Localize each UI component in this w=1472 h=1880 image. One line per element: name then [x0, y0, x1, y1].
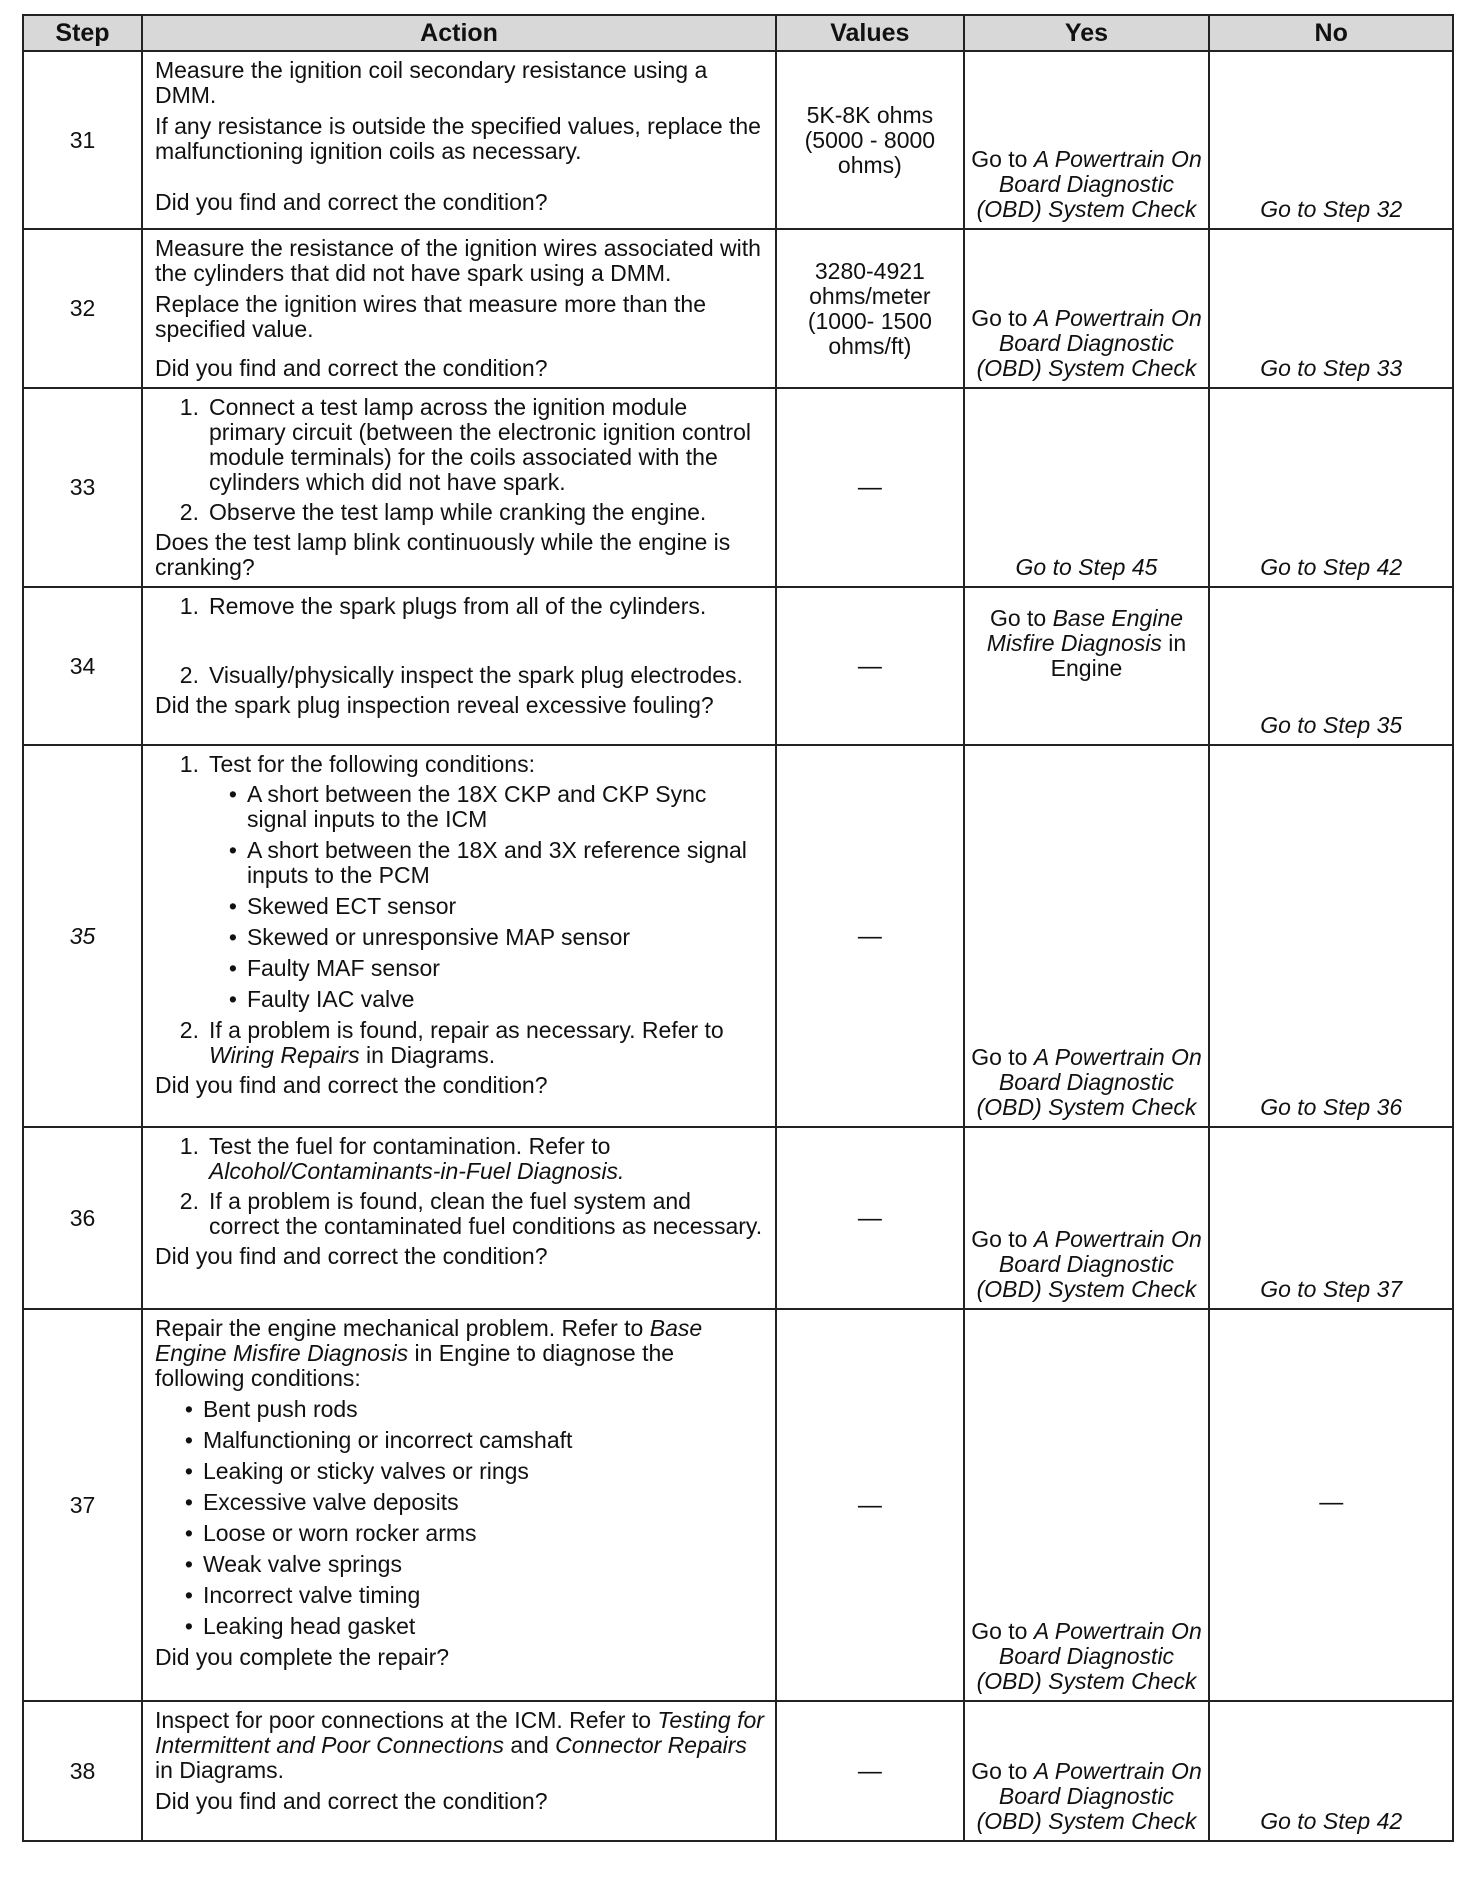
reference-link[interactable]: Testing for Intermittent and Poor Connections	[154, 1707, 764, 1758]
bullet-list	[209, 782, 765, 1012]
step-number: 32	[23, 229, 142, 388]
step-34-row	[23, 587, 1453, 745]
yes-link[interactable]: Go to Step 45	[1015, 554, 1158, 580]
action-question: Did you complete the repair?	[154, 1644, 450, 1670]
step-number: 31	[23, 51, 142, 229]
step-38-row	[23, 1701, 1453, 1841]
step-action	[142, 388, 776, 587]
action-text: If any resistance is outside the specified values, replace the malfunctioning ignition coils as necessary.	[154, 113, 761, 164]
step-action	[142, 1701, 776, 1841]
action-text: Replace the ignition wires that measure more than the specified value.	[154, 291, 706, 342]
yes-link[interactable]: A Powertrain On Board Diagnostic (OBD) System Check	[976, 305, 1202, 381]
no-result	[1209, 51, 1453, 229]
no-link[interactable]: Go to Step 42	[1260, 1808, 1403, 1834]
step-values: —	[776, 388, 963, 587]
yes-prefix: Go to	[971, 146, 1034, 172]
no-link[interactable]: Go to Step 36	[1260, 1094, 1403, 1120]
no-link[interactable]: Go to Step 32	[1260, 196, 1403, 222]
action-text: Inspect for poor connections at the ICM. Refer to Testing for Intermittent and Poor Connections and Connector Repairs in Diagrams.	[154, 1707, 764, 1783]
step-action	[142, 745, 776, 1127]
list-item: • Faulty MAF sensor	[228, 955, 440, 981]
step-values: —	[776, 745, 963, 1127]
list-item: • Leaking or sticky valves or rings	[184, 1458, 529, 1484]
numbered-item-text: Visually/physically inspect the spark plug electrodes.	[208, 662, 743, 688]
numbered-item: 2. Visually/physically inspect the spark plug electrodes.	[155, 663, 765, 688]
numbered-item-text: Connect a test lamp across the ignition module primary circuit (between the electronic ignition control module terminals) for the coils associated with the cylinders which did not have spark.	[208, 394, 751, 495]
numbered-item: 2. If a problem is found, clean the fuel system and correct the contaminated fuel conditions as necessary.	[155, 1189, 765, 1239]
no-result	[1209, 1701, 1453, 1841]
step-36-row	[23, 1127, 1453, 1309]
yes-prefix: Go to	[989, 605, 1053, 631]
no-result	[1209, 1127, 1453, 1309]
header-values: Values	[776, 15, 963, 51]
step-32-row	[23, 229, 1453, 388]
numbered-item: 2. If a problem is found, repair as necessary. Refer to Wiring Repairs in Diagrams.	[155, 1018, 765, 1068]
no-result	[1209, 587, 1453, 745]
yes-link[interactable]: A Powertrain On Board Diagnostic (OBD) System Check	[976, 1044, 1202, 1120]
list-item: • Faulty IAC valve	[228, 986, 415, 1012]
yes-result	[964, 388, 1210, 587]
step-number: 38	[23, 1701, 142, 1841]
header-row	[23, 15, 1453, 51]
numbered-item-text: If a problem is found, clean the fuel system and correct the contaminated fuel conditions as necessary.	[208, 1188, 763, 1239]
step-action	[142, 229, 776, 388]
step-action	[142, 51, 776, 229]
step-31-row	[23, 51, 1453, 229]
step-values: —	[776, 1309, 963, 1701]
no-result	[1209, 745, 1453, 1127]
step-action	[142, 1127, 776, 1309]
action-question: Did you find and correct the condition?	[154, 1243, 548, 1269]
list-item: • Skewed or unresponsive MAP sensor	[228, 924, 631, 950]
step-values: —	[776, 1127, 963, 1309]
numbered-item-text: Remove the spark plugs from all of the cylinders.	[208, 593, 707, 619]
action-text: Measure the resistance of the ignition wires associated with the cylinders that did not have spark using a DMM.	[154, 235, 761, 286]
action-text: Repair the engine mechanical problem. Refer to Base Engine Misfire Diagnosis in Engine to diagnose the following conditions:	[154, 1315, 703, 1391]
no-link[interactable]: Go to Step 42	[1260, 554, 1403, 580]
step-33-row	[23, 388, 1453, 587]
no-link[interactable]: Go to Step 35	[1260, 712, 1403, 738]
step-number: 37	[23, 1309, 142, 1701]
yes-suffix: in Engine	[1050, 630, 1187, 681]
reference-link[interactable]: Base Engine Misfire Diagnosis	[154, 1315, 703, 1366]
list-item: • Bent push rods	[184, 1396, 358, 1422]
bullet-list	[165, 1397, 765, 1639]
no-link[interactable]: Go to Step 37	[1260, 1276, 1403, 1302]
yes-prefix: Go to	[971, 1758, 1034, 1784]
step-values: 3280-4921 ohms/meter (1000- 1500 ohms/ft)	[776, 229, 963, 388]
no-result	[1209, 229, 1453, 388]
numbered-item-text: Test the fuel for contamination. Refer to Alcohol/Contaminants-in-Fuel Diagnosis.	[208, 1133, 625, 1184]
step-action	[142, 1309, 776, 1701]
yes-result	[964, 587, 1210, 745]
yes-prefix: Go to	[971, 1618, 1034, 1644]
numbered-item: 1. Remove the spark plugs from all of the cylinders.	[155, 594, 765, 619]
list-item: • Loose or worn rocker arms	[184, 1520, 477, 1546]
yes-result	[964, 745, 1210, 1127]
list-item: • Incorrect valve timing	[184, 1582, 421, 1608]
yes-result	[964, 229, 1210, 388]
yes-link[interactable]: A Powertrain On Board Diagnostic (OBD) System Check	[976, 1758, 1202, 1834]
action-question: Did you find and correct the condition?	[154, 1072, 548, 1098]
yes-prefix: Go to	[971, 1044, 1034, 1070]
action-text: Measure the ignition coil secondary resistance using a DMM.	[154, 57, 708, 108]
list-item: • Weak valve springs	[184, 1551, 402, 1577]
step-37-row	[23, 1309, 1453, 1701]
yes-result	[964, 1127, 1210, 1309]
step-35-row	[23, 745, 1453, 1127]
numbered-item-text: Test for the following conditions:	[208, 751, 535, 777]
yes-prefix: Go to	[971, 305, 1034, 331]
numbered-item: 1. Test the fuel for contamination. Refer to Alcohol/Contaminants-in-Fuel Diagnosis.	[155, 1134, 765, 1184]
step-number: 35	[23, 745, 142, 1127]
header-yes: Yes	[964, 15, 1210, 51]
list-item: • A short between the 18X CKP and CKP Sync signal inputs to the ICM	[228, 781, 707, 832]
numbered-item: 2. Observe the test lamp while cranking the engine.	[155, 500, 765, 525]
reference-link[interactable]: Connector Repairs	[555, 1732, 747, 1758]
no-link[interactable]: Go to Step 33	[1260, 355, 1403, 381]
header-no: No	[1209, 15, 1453, 51]
yes-result	[964, 1309, 1210, 1701]
list-item: • Malfunctioning or incorrect camshaft	[184, 1427, 573, 1453]
yes-result	[964, 1701, 1210, 1841]
step-values: 5K-8K ohms (5000 - 8000 ohms)	[776, 51, 963, 229]
yes-prefix: Go to	[971, 1226, 1034, 1252]
yes-result	[964, 51, 1210, 229]
no-result	[1209, 388, 1453, 587]
step-values: —	[776, 1701, 963, 1841]
yes-link[interactable]: A Powertrain On Board Diagnostic (OBD) System Check	[976, 146, 1202, 222]
yes-link[interactable]: Base Engine Misfire Diagnosis	[986, 605, 1184, 656]
list-item: • A short between the 18X and 3X reference signal inputs to the PCM	[228, 837, 747, 888]
action-question: Did the spark plug inspection reveal excessive fouling?	[154, 692, 714, 718]
step-number: 33	[23, 388, 142, 587]
action-question: Does the test lamp blink continuously while the engine is cranking?	[154, 529, 731, 580]
numbered-item-text: If a problem is found, repair as necessary. Refer to Wiring Repairs in Diagrams.	[208, 1017, 724, 1068]
list-item: • Skewed ECT sensor	[228, 893, 457, 919]
yes-link[interactable]: A Powertrain On Board Diagnostic (OBD) System Check	[976, 1618, 1202, 1694]
step-number: 36	[23, 1127, 142, 1309]
list-item: • Excessive valve deposits	[184, 1489, 459, 1515]
step-action	[142, 587, 776, 745]
header-step: Step	[23, 15, 142, 51]
action-question: Did you find and correct the condition?	[154, 355, 548, 381]
step-values: —	[776, 587, 963, 745]
diagnostic-table	[22, 14, 1454, 1842]
action-question: Did you find and correct the condition?	[154, 1788, 548, 1814]
numbered-item-text: Observe the test lamp while cranking the engine.	[208, 499, 707, 525]
step-number: 34	[23, 587, 142, 745]
no-result: —	[1209, 1309, 1453, 1701]
reference-link[interactable]: Wiring Repairs	[208, 1042, 360, 1068]
yes-link[interactable]: A Powertrain On Board Diagnostic (OBD) System Check	[976, 1226, 1202, 1302]
numbered-item: 1. Test for the following conditions:	[155, 752, 765, 777]
header-action: Action	[142, 15, 776, 51]
reference-link[interactable]: Alcohol/Contaminants-in-Fuel Diagnosis.	[208, 1158, 625, 1184]
action-question: Did you find and correct the condition?	[154, 189, 548, 215]
list-item: • Leaking head gasket	[184, 1613, 416, 1639]
numbered-item: 1. Connect a test lamp across the ignition module primary circuit (between the electronic ignition control module terminals) for the coils associated with the cylinders which did not have spark.	[155, 395, 765, 495]
